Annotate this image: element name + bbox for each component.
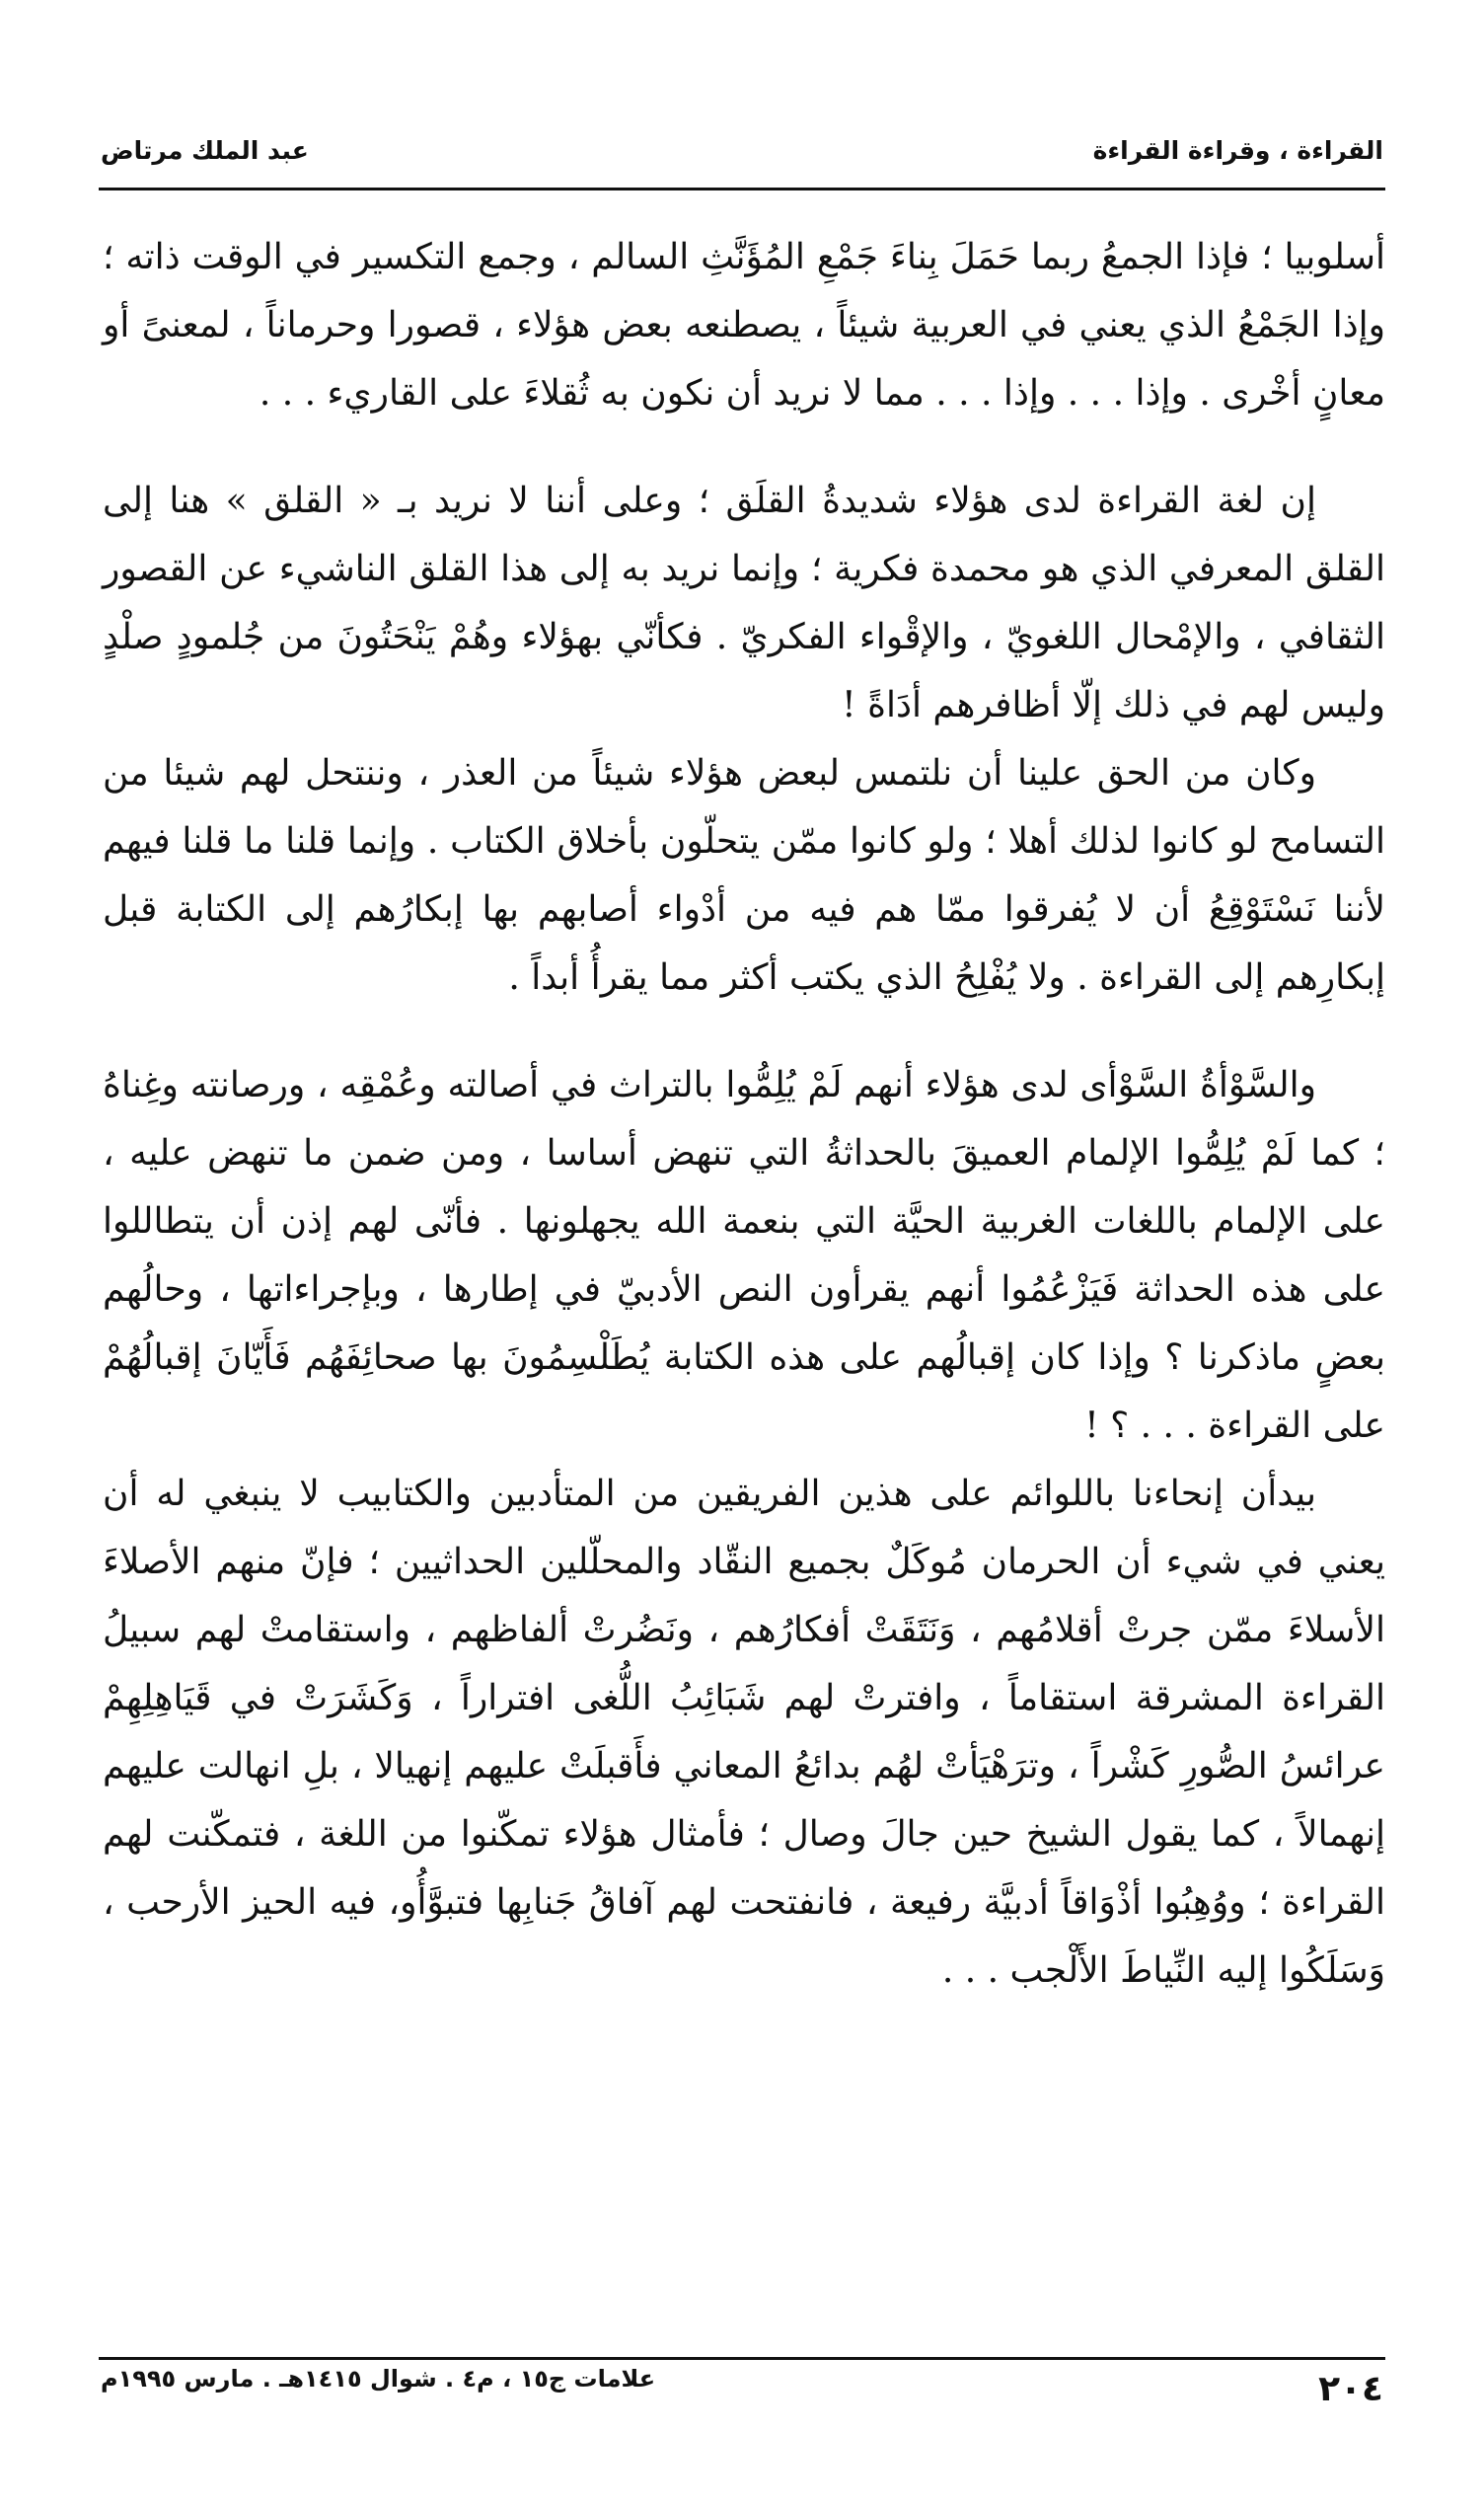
paragraph-5: بيدأن إنحاءنا باللوائم على هذين الفريقين من المتأدبين والكتابيب لا ينبغي له أن يعني في شيء أن الحرمان مُوكَلٌ بجميع النقّاد والمحلّلين الحداثيين ؛ فإنّ منهم الأصلاءَ الأسلاءَ ممّن جرتْ أقلامُهم ، وَنَتَقَتْ أفكارُهم ، ونَضُرتْ ألفاظهم ، واستقامتْ لهم سبيلُ القراءة المشرقة استقاماً ، وافترتْ لهم شَبَائِبُ اللُّغى افتراراً ، وَكَشَرَتْ في قَيَاهِلِهِمْ عرائسُ الصُّورِ كَشْراً ، وترَهْيَأتْ لهُم بدائعُ المعاني فأَقبلَتْ عليهم إنهيالا ، بلِ انهالت عليهم إنهمالاً ، كما يقول الشيخ حين جالَ وصال ؛ فأمثال هؤلاء تمكّنوا من اللغة ، فتمكّنت لهم القراءة ؛ ووُهِبُوا أذْوَاقاً أدبيَّة رفيعة ، فانفتحت لهم آفاقُ جَنابِها فتبوَّأُو، فيه الحيز الأرحب ، وَسَلَكُوا إليه النِّياطَ الأَلْجب . . . bbox=[103, 1474, 1385, 1991]
paragraph-3: وكان من الحق علينا أن نلتمس لبعض هؤلاء شيئاً من العذر ، وننتحل لهم شيئا من التسامح لو كانوا لذلك أهلا ؛ ولو كانوا ممّن يتحلّون بأخلاق الكتاب . وإنما قلنا ما قلنا فيهم لأننا نَسْتَوْقِعُ أن لا يُفرقوا ممّا هم فيه من أدْواء أصابهم بها إبكارُهم إلى الكتابة قبل إبكارِهم إلى القراءة . ولا يُفْلِحُ الذي يكتب أكثر مما يقرأُ أبداً . bbox=[103, 753, 1385, 998]
running-header bbox=[101, 136, 1383, 176]
paragraph-4: والسَّوْأةُ السَّوْأى لدى هؤلاء أنهم لَمْ يُلِمُّوا بالتراث في أصالته وعُمْقِه ، ورصانته وغِناهُ ؛ كما لَمْ يُلِمُّوا الإلمام العميقَ بالحداثةُ التي تنهض أساسا ، ومن ضمن ما تنهض عليه ، على الإلمام باللغات الغربية الحيَّة التي بنعمة الله يجهلونها . فأنّى لهم إذن أن يتطاللوا على هذه الحداثة فَيَزْعُمُوا أنهم يقرأون النص الأدبيّ في إطارها ، وبإجراءاتها ، وحالُهم بعضٍ ماذكرنا ؟ وإذا كان إقبالُهم على هذه الكتابة يُطَلْسِمُونَ بها صحائِفَهُم فَأَيّانَ إقبالُهُمْ على القراءة . . . ؟ ! bbox=[103, 1065, 1385, 1446]
header-author: عبد الملك مرتاض bbox=[101, 136, 309, 165]
header-title: القراءة ، وقراءة القراءة bbox=[1092, 136, 1383, 165]
page-number: ٢٠٤ bbox=[1318, 2369, 1383, 2409]
body-text bbox=[103, 223, 1385, 2005]
paragraph-2: إن لغة القراءة لدى هؤلاء شديدةُ القلَق ؛ وعلى أننا لا نريد بـ « القلق » هنا إلى القلق المعرفي الذي هو محمدة فكرية ؛ وإنما نريد به إلى هذا القلق الناشيء عن القصور الثقافي ، والإمْحال اللغويّ ، والإقْواء الفكريّ . فكأنّي بهؤلاء وهُمْ يَنْحَتُونَ من جُلمودٍ صلْدٍ وليس لهم في ذلك إلّا أظافرهم أدَاةً ! bbox=[103, 481, 1385, 725]
page-footer bbox=[101, 2363, 1383, 2422]
journal-info: علامات ج١٥ ، م٤ . شوال ١٤١٥هـ . مارس ١٩٩٥م bbox=[101, 2365, 656, 2393]
paragraph-1: أسلوبيا ؛ فإذا الجمعُ ربما حَمَلَ بِناءَ جَمْعِ المُؤَنَّثِ السالم ، وجمع التكسير في الوقت ذاته ؛ وإذا الجَمْعُ الذي يعني في العربية شيئاً ، يصطنعه بعض هؤلاء ، قصورا وحرماناً ، لمعنىً أو معانٍ أخْرى . وإذا . . . وإذا . . . مما لا نريد أن نكون به ثُقلاءَ على القاريء . . . bbox=[103, 237, 1385, 414]
footer-rule bbox=[99, 2357, 1385, 2360]
header-rule bbox=[99, 188, 1385, 190]
